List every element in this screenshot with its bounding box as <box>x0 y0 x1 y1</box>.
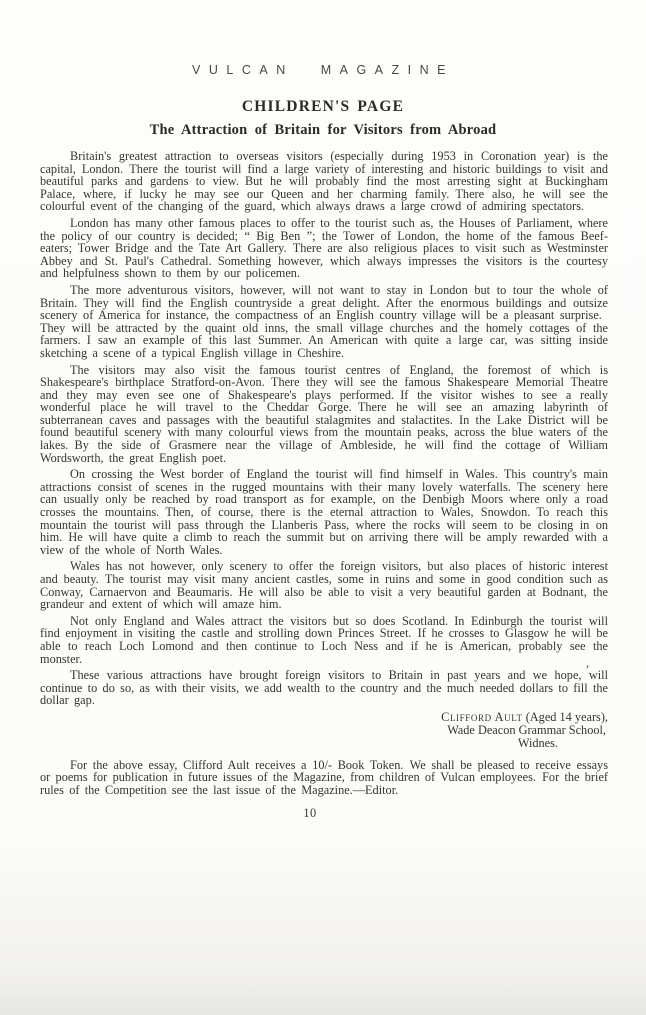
article-paragraph: The visitors may also visit the famous tourist centres of England, the foremost of which is Shakespeare's birthplace Stratford-on-Avon. There they will see the famous Shakespeare Memorial Theatre and they may even see one of Shakespeare's plays performed. If the visitor wishes to see a really wonderful place he will travel to the Cheddar Gorge. There he will see an amazing labyrinth of subterranean caves and passages with the beautiful stalagmites and stalactites. In the Lake District will be found beautiful scenery with many colourful views from the mountain peaks, across the blue waters of the lakes. By the side of Grasmere near the village of Ambleside, he will find the cottage of William Wordsworth, the great English poet. <box>40 362 608 465</box>
print-artifact-mark: , <box>586 656 590 670</box>
article-paragraph: On crossing the West border of England the tourist will find himself in Wales. This country's main attractions consist of scenes in the rugged mountains with their many lovely waterfalls. The scenery here can usually only be reached by road transport as for example, on the Denbigh Moors where only a road crosses the mountains. Then, of course, there is the eternal attraction to Wales, Snowdon. To reach this mountain the tourist will pass through the Llanberis Pass, where the rocks will seem to be closing in on him. He will have quite a climb to reach the summit but on arriving there will be amply rewarded with a view of the whole of North Wales. <box>40 467 608 557</box>
page-title: CHILDREN'S PAGE <box>241 98 405 115</box>
author-age: (Aged 14 years), <box>522 709 608 724</box>
editor-note: For the above essay, Clifford Ault receives a 10/- Book Token. We shall be pleased to receive essays or poems for publication in future issues of the Magazine, from children of Vulcan employees. For the brief rules of the Competition see the last issue of the Magazine.—Editor. <box>40 757 608 797</box>
signature-block <box>40 711 608 751</box>
magazine-name: VULCAN MAGAZINE <box>192 63 454 77</box>
article-paragraph: London has many other famous places to offer to the tourist such as, the Houses of Parliament, where the policy of our country is decided; “ Big Ben ”; the Tower of London, the home of the famous Beef-eaters; Tower Bridge and the Tate Art Gallery. There are also religious places to visit such as Westminster Abbey and St. Paul's Cathedral. Something however, which always impresses the visitors is the courtesy and helpfulness shown to them by our policemen. <box>40 215 608 281</box>
article-paragraph: The more adventurous visitors, however, will not want to stay in London but to tour the whole of Britain. They will find the English countryside a great delight. After the enormous buildings and outsize scenery of America for instance, the compactness of an English country village will be a pleasant surprise. They will be attracted by the quaint old inns, the small village churches and the homely cottages of the farmers. I saw an example of this last Summer. An American with quite a large car, was sitting inside sketching a scene of a typical English village in Cheshire. <box>40 282 608 360</box>
article-paragraph: Not only England and Wales attract the visitors but so does Scotland. In Edinburgh the tourist will find enjoyment in visiting the castle and strolling down Princes Street. If he crosses to Glasgow he will be able to reach Loch Lomond and then continue to Loch Ness and if he is American, probably see the monster. <box>40 613 608 666</box>
article-body <box>40 150 608 820</box>
author-school: Wade Deacon Grammar School, <box>447 723 606 738</box>
page-number: 10 <box>303 806 317 821</box>
article-paragraph: Britain's greatest attraction to overseas visitors (especially during 1953 in Coronation year) is the capital, London. There the tourist will find a large variety of interesting and historic buildings to visit and beautiful parks and gardens to view. But he will probably find the most arresting sight at Buckingham Palace, where, if lucky he may see our Queen and her charming family. There also, he will see the colourful event of the changing of the guard, which always draws a large crowd of admiring spectators. <box>40 149 608 214</box>
author-name: Clifford Ault <box>441 709 523 724</box>
article-paragraph: These various attractions have brought foreign visitors to Britain in past years and we hope, will continue to do so, as with their visits, we add wealth to the country and the much needed dollars to fill the dollar gap. <box>40 668 608 708</box>
author-town: Widnes. <box>517 736 558 751</box>
article-title: The Attraction of Britain for Visitors from Abroad <box>149 122 497 138</box>
article-paragraph: Wales has not however, only scenery to offer the foreign visitors, but also places of historic interest and beauty. The tourist may visit many ancient castles, some in ruins and some in good condition such as Conway, Carnaervon and Beaumaris. He will also be able to visit a very beautiful garden at Bodnant, the grandeur and extent of which will amaze him. <box>40 559 608 612</box>
